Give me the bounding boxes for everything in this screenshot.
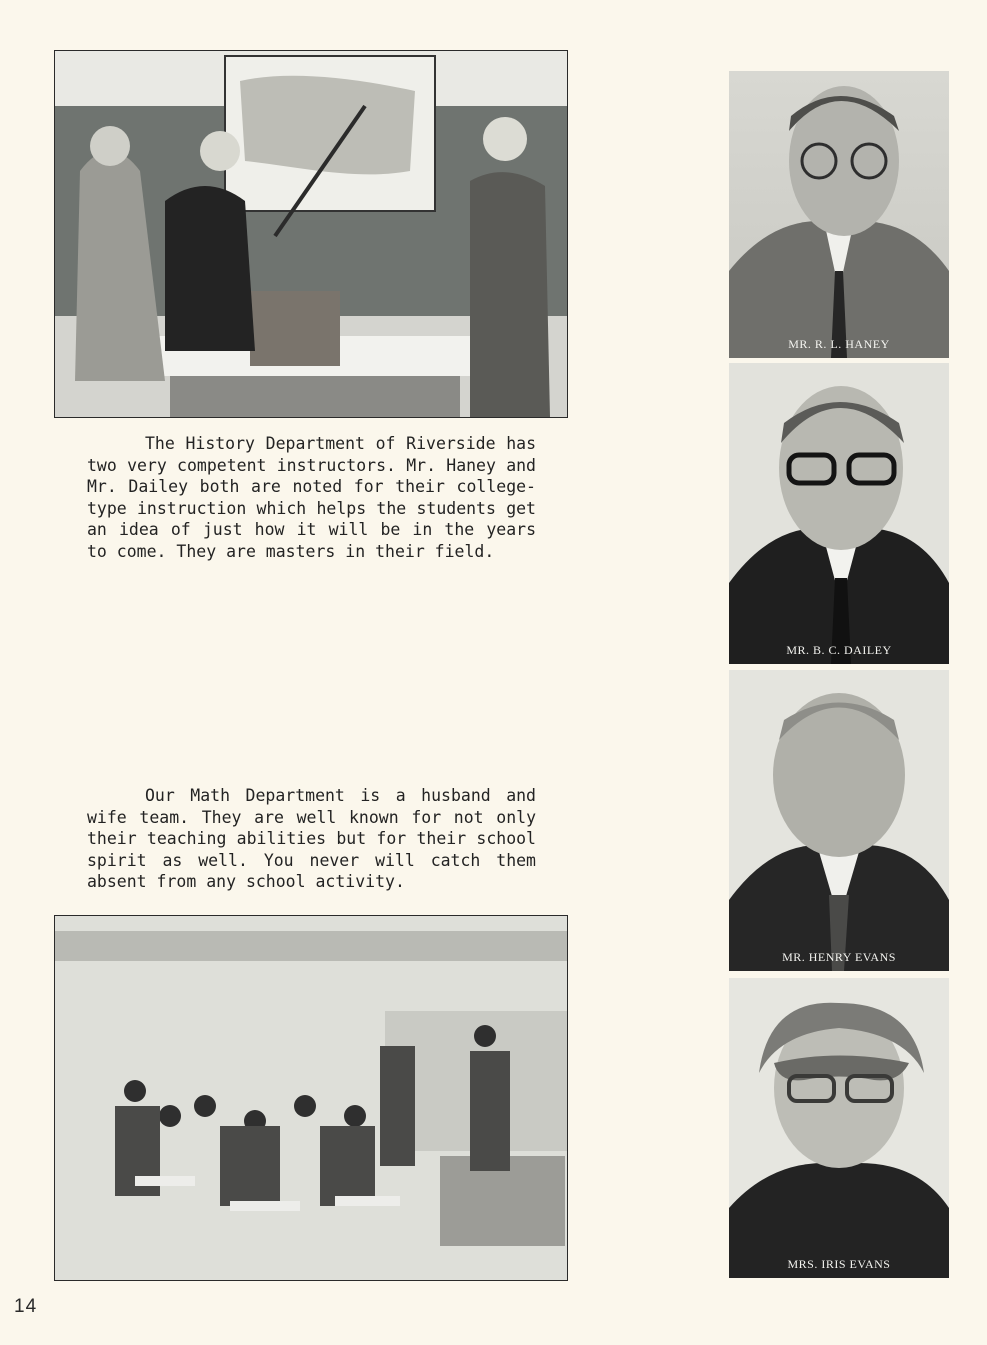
- portrait-caption: MR. R. L. HANEY: [788, 337, 890, 351]
- portrait-silhouette: [729, 363, 949, 664]
- portrait-dailey: [729, 363, 949, 664]
- math-department-text: [87, 785, 536, 893]
- math-class-illustration: [55, 916, 567, 1280]
- portrait-iris-evans: [729, 978, 949, 1278]
- math-class-photo: [54, 915, 568, 1281]
- portrait-caption: MRS. IRIS EVANS: [787, 1257, 891, 1271]
- portrait-silhouette: [729, 670, 949, 971]
- page-number: 14: [14, 1296, 38, 1317]
- history-class-illustration: [55, 51, 567, 417]
- history-class-photo: [54, 50, 568, 418]
- portrait-henry-evans: [729, 670, 949, 971]
- portrait-silhouette: [729, 71, 949, 358]
- history-department-text: [87, 433, 536, 563]
- history-paragraph: The History Department of Riverside has two very competent instructors. Mr. Haney and Mr. Dailey both are noted for their college-type instruction which helps the students get an idea of just how it will be in the years to come. They are masters in their field.: [87, 434, 536, 561]
- portrait-haney: [729, 71, 949, 358]
- portrait-caption: MR. HENRY EVANS: [782, 950, 896, 964]
- portrait-caption: MR. B. C. DAILEY: [786, 643, 892, 657]
- portrait-silhouette: [729, 978, 949, 1278]
- math-paragraph: Our Math Department is a husband and wife team. They are well known for not only their teaching abilities but for their school spirit as well. You never will catch them absent from any school activity.: [87, 786, 536, 892]
